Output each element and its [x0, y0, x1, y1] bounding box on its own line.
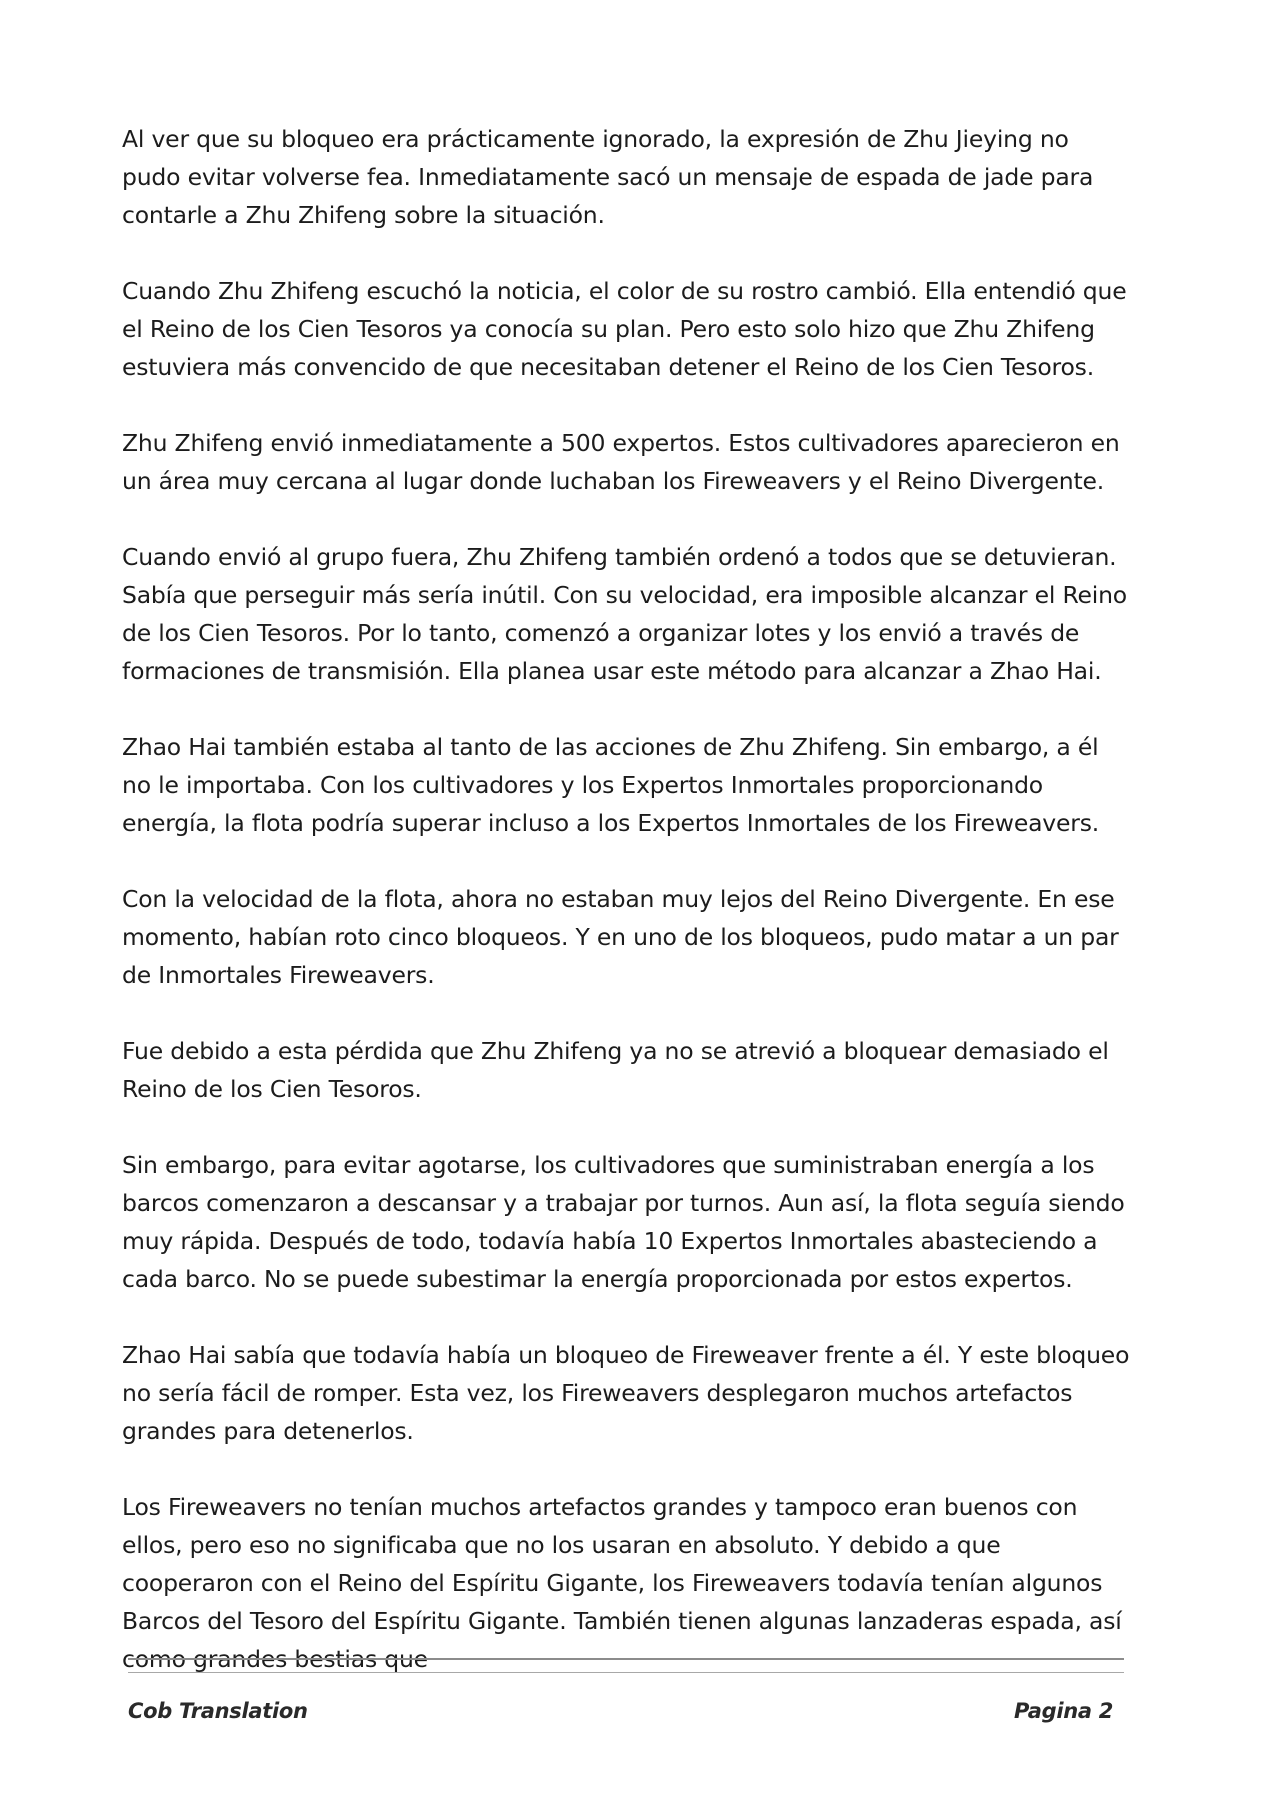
paragraph: Zhao Hai sabía que todavía había un bloqueo de Fireweaver frente a él. Y este bloqueo no sería fácil de romper. Esta vez, los Fireweavers desplegaron muchos artefactos grandes para detenerlos.: [122, 1341, 1130, 1445]
body-text: [122, 120, 1132, 1678]
paragraph: Zhu Zhifeng envió inmediatamente a 500 expertos. Estos cultivadores aparecieron en un área muy cercana al lugar donde luchaban los Fireweavers y el Reino Divergente.: [122, 429, 1120, 495]
paragraph: Zhao Hai también estaba al tanto de las acciones de Zhu Zhifeng. Sin embargo, a él no le importaba. Con los cultivadores y los Expertos Inmortales proporcionando energía, la flota podría superar incluso a los Expertos Inmortales de los Fireweavers.: [122, 733, 1100, 837]
paragraph: Los Fireweavers no tenían muchos artefactos grandes y tampoco eran buenos con ellos, pero eso no significaba que no los usaran en absoluto. Y debido a que cooperaron con el Reino del Espíritu Gigante, los Fireweavers todavía tenían algunos Barcos del Tesoro del Espíritu Gigante. También tienen algunas lanzaderas espada, así como grandes bestias que: [122, 1493, 1122, 1673]
footer-divider-top: [128, 1658, 1124, 1660]
paragraph: Cuando envió al grupo fuera, Zhu Zhifeng también ordenó a todos que se detuvieran. Sabía que perseguir más sería inútil. Con su velocidad, era imposible alcanzar el Reino de los Cien Tesoros. Por lo tanto, comenzó a organizar lotes y los envió a través de formaciones de transmisión. Ella planea usar este método para alcanzar a Zhao Hai.: [122, 543, 1127, 685]
paragraph: Cuando Zhu Zhifeng escuchó la noticia, el color de su rostro cambió. Ella entendió que el Reino de los Cien Tesoros ya conocía su plan. Pero esto solo hizo que Zhu Zhifeng estuviera más convencido de que necesitaban detener el Reino de los Cien Tesoros.: [122, 277, 1127, 381]
footer-translator-credit: Cob Translation: [128, 1699, 308, 1723]
paragraph: Sin embargo, para evitar agotarse, los cultivadores que suministraban energía a los barcos comenzaron a descansar y a trabajar por turnos. Aun así, la flota seguía siendo muy rápida. Después de todo, todavía había 10 Expertos Inmortales abasteciendo a cada barco. No se puede subestimar la energía proporcionada por estos expertos.: [122, 1151, 1125, 1293]
paragraph: Al ver que su bloqueo era prácticamente ignorado, la expresión de Zhu Jieying no pudo evitar volverse fea. Inmediatamente sacó un mensaje de espada de jade para contarle a Zhu Zhifeng sobre la situación.: [122, 125, 1094, 229]
footer-page-number: Pagina 2: [1014, 1699, 1114, 1723]
footer-divider-bottom: [128, 1672, 1124, 1673]
paragraph: Con la velocidad de la flota, ahora no estaban muy lejos del Reino Divergente. En ese momento, habían roto cinco bloqueos. Y en uno de los bloqueos, pudo matar a un par de Inmortales Fireweavers.: [122, 885, 1119, 989]
paragraph: Fue debido a esta pérdida que Zhu Zhifeng ya no se atrevió a bloquear demasiado el Reino de los Cien Tesoros.: [122, 1037, 1109, 1103]
